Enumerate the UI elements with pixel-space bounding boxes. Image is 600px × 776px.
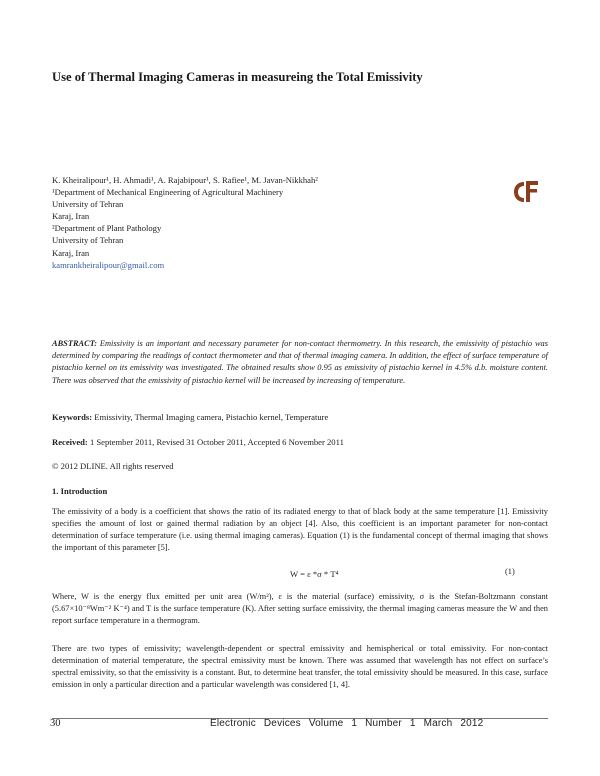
received-dates <box>52 437 344 447</box>
body-paragraph: There are two types of emissivity; wavelength-dependent or spectral emissivity and hemispherical or total emissivity. For non-contact determination of material temperature, the spectral emissivity must be known. There was assumed that wavelength has not effect on surface’s spectral emissivity, so that the emissivity is a constant. But, to determine heat transfer, the total emissivity should be measured. In this case, surface emission in only a particular direction and a particular wavelength was considered [1, 4]. <box>52 644 548 689</box>
equation-number: (1) <box>505 567 515 576</box>
copyright-notice: © 2012 DLINE. All rights reserved <box>52 461 174 471</box>
affiliation-line: ¹Department of Mechanical Engineering of Agricultural Machinery <box>52 187 284 198</box>
journal-footer: Electronic Devices Volume 1 Number 1 March 2012 <box>210 718 484 729</box>
page-number: 30 <box>50 718 61 729</box>
equation: W = ε *σ * T⁴ <box>290 569 339 579</box>
received-label: Received: <box>52 437 88 447</box>
keywords-text: Emissivity, Thermal Imaging camera, Pistachio kernel, Temperature <box>92 412 329 422</box>
received-text: 1 September 2011, Revised 31 October 2011, Accepted 6 November 2011 <box>87 437 344 447</box>
keywords-label: Keywords: <box>52 412 93 422</box>
abstract <box>52 338 548 387</box>
keywords <box>52 412 328 422</box>
affiliation-line: University of Tehran <box>52 199 124 210</box>
affiliation-line: ²Department of Plant Pathology <box>52 223 162 234</box>
author-email-link[interactable]: kamrankheiralipour@gmail.com <box>52 259 165 270</box>
affiliation-line: Karaj, Iran <box>52 211 90 222</box>
abstract-text: Emissivity is an important and necessary parameter for non-contact thermometry. In this research, the emissivity of pistachio was determined by comparing the readings of contact thermometer and that of thermal imaging camera. In addition, the effect of surface temperature of pistachio kernel on its emissivity was investigated. The obtained results show 0.95 as emissivity of pistachio kernel in 4.5% d.b. moisture content. There was observed that the emissivity of pistachio kernel will be increased by increasing of temperature. <box>52 339 548 385</box>
section-heading: 1. Introduction <box>52 486 108 496</box>
abstract-label: ABSTRACT: <box>52 339 97 348</box>
affiliation-line: Karaj, Iran <box>52 247 90 258</box>
body-paragraph: Where, W is the energy flux emitted per unit area (W/m²), ε is the material (surface) emissivity, σ is the Stefan-Boltzmann constant (5.67×10⁻⁸Wm⁻² K⁻⁴) and T is the surface temperature (K). After setting surface emissivity, the thermal imaging cameras measure the W and then report surface temperature in a thermogram. <box>52 592 548 625</box>
author-block <box>52 174 318 271</box>
body-paragraph: The emissivity of a body is a coefficient that shows the ratio of its radiated energy to that of black body at the same temperature [1]. Emissivity specifies the amount of lost or gained thermal radiation by an object [4]. Also, this coefficient is an important parameter for non-contact determination of surface temperature (i.e. using thermal imaging cameras). Equation (1) is the fundamental concept of thermal imaging that shows the important of this parameter [5]. <box>52 507 548 552</box>
cf-logo-icon <box>511 178 541 206</box>
author-list: K. Kheiralipour¹, H. Ahmadi¹, A. Rajabipour¹, S. Rafiee¹, M. Javan-Nikkhah² <box>52 175 318 185</box>
affiliation-line: University of Tehran <box>52 235 124 246</box>
page-title: Use of Thermal Imaging Cameras in measureing the Total Emissivity <box>52 70 423 84</box>
